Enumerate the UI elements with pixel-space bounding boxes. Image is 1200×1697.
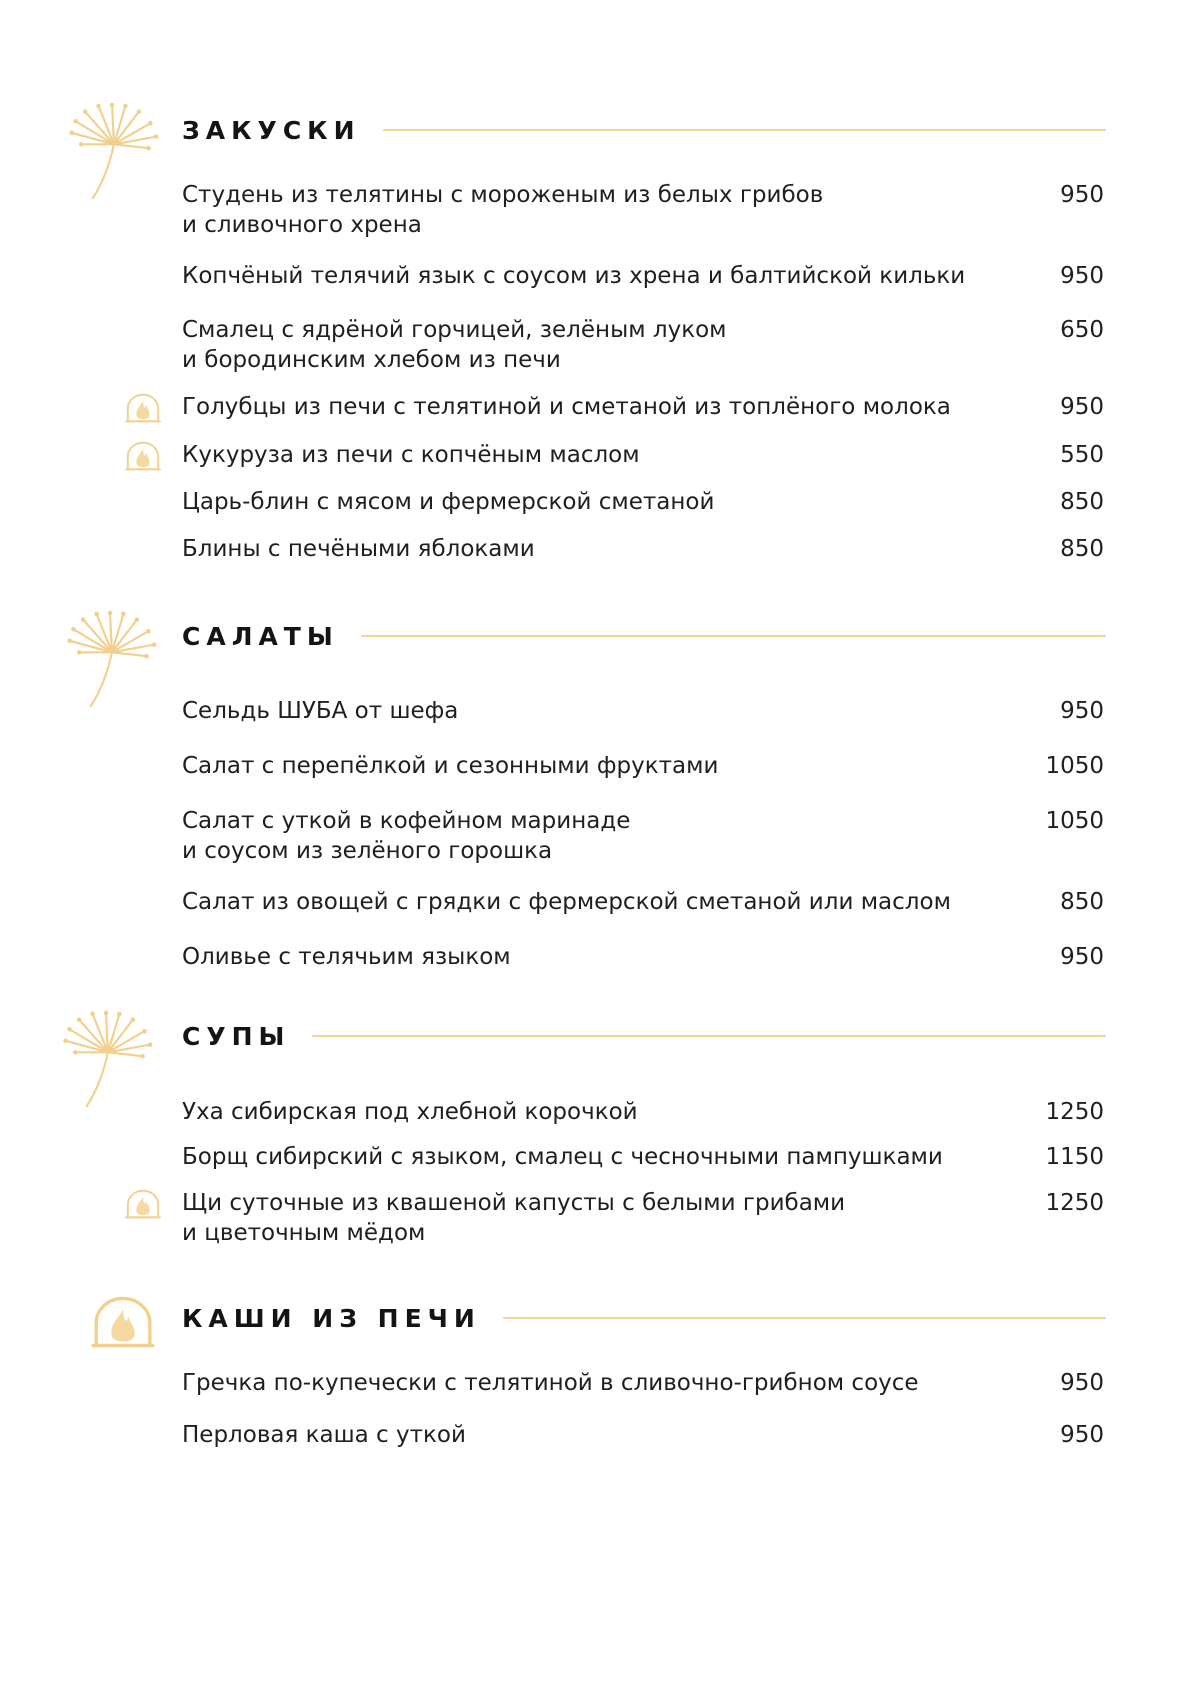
dandelion-icon xyxy=(58,1010,154,1110)
item-price: 950 xyxy=(1060,1422,1104,1448)
item-name: Щи суточные из квашеной капусты с белыми грибами и цветочным мёдом xyxy=(182,1190,846,1246)
item-name: Борщ сибирский с языком, смалец с чесночными пампушками xyxy=(182,1144,943,1170)
item-price: 1050 xyxy=(1045,808,1104,834)
item-name: Блины с печёными яблоками xyxy=(182,536,535,562)
section-header xyxy=(182,108,1106,152)
item-name: Царь-блин с мясом и фермерской сметаной xyxy=(182,489,715,515)
item-name: Кукуруза из печи с копчёным маслом xyxy=(182,442,640,468)
section-divider xyxy=(361,635,1106,637)
menu-item xyxy=(182,806,1104,866)
menu-item xyxy=(182,942,1104,972)
menu-item xyxy=(182,315,1104,375)
item-name: Студень из телятины с мороженым из белых грибов и сливочного хрена xyxy=(182,182,824,238)
oven-icon xyxy=(124,1188,162,1220)
item-price: 950 xyxy=(1060,263,1104,289)
item-price: 1250 xyxy=(1045,1190,1104,1216)
item-name: Голубцы из печи с телятиной и сметаной из топлёного молока xyxy=(182,394,951,420)
item-name: Копчёный телячий язык с соусом из хрена и балтийской кильки xyxy=(182,263,966,289)
item-price: 650 xyxy=(1060,317,1104,343)
menu-item xyxy=(182,696,1104,726)
item-price: 950 xyxy=(1060,698,1104,724)
section-header xyxy=(182,1296,1106,1340)
item-price: 950 xyxy=(1060,1370,1104,1396)
section-divider xyxy=(383,129,1106,131)
menu-item xyxy=(182,1142,1104,1172)
menu-item xyxy=(182,534,1104,564)
section-header xyxy=(182,1014,1106,1058)
item-name: Сельдь ШУБА от шефа xyxy=(182,698,459,724)
menu-item xyxy=(182,440,1104,470)
oven-icon xyxy=(124,440,162,472)
item-price: 550 xyxy=(1060,442,1104,468)
item-name: Перловая каша с уткой xyxy=(182,1422,466,1448)
item-price: 1050 xyxy=(1045,753,1104,779)
item-price: 850 xyxy=(1060,489,1104,515)
item-name: Салат с уткой в кофейном маринаде и соусом из зелёного горошка xyxy=(182,808,631,864)
item-price: 1150 xyxy=(1045,1144,1104,1170)
menu-item xyxy=(182,1368,1104,1398)
section-title: САЛАТЫ xyxy=(182,621,339,651)
item-name: Оливье с телячьим языком xyxy=(182,944,511,970)
item-price: 950 xyxy=(1060,182,1104,208)
menu-item xyxy=(182,1097,1104,1127)
item-price: 850 xyxy=(1060,536,1104,562)
dandelion-icon xyxy=(62,610,158,710)
menu-item xyxy=(182,887,1104,917)
item-name: Смалец с ядрёной горчицей, зелёным луком и бородинским хлебом из печи xyxy=(182,317,727,373)
oven-icon xyxy=(124,392,162,424)
section-title: ЗАКУСКИ xyxy=(182,115,361,145)
item-name: Салат из овощей с грядки с фермерской сметаной или маслом xyxy=(182,889,951,915)
item-price: 950 xyxy=(1060,394,1104,420)
menu-item xyxy=(182,751,1104,781)
section-header xyxy=(182,614,1106,658)
dandelion-icon xyxy=(64,102,160,202)
section-divider xyxy=(503,1317,1106,1319)
item-price: 850 xyxy=(1060,889,1104,915)
menu-item xyxy=(182,1188,1104,1248)
menu-item xyxy=(182,487,1104,517)
section-title: КАШИ ИЗ ПЕЧИ xyxy=(182,1303,481,1333)
item-name: Гречка по-купечески с телятиной в сливочно-грибном соусе xyxy=(182,1370,919,1396)
menu-item xyxy=(182,261,1104,291)
item-price: 950 xyxy=(1060,944,1104,970)
item-price: 1250 xyxy=(1045,1099,1104,1125)
menu-item xyxy=(182,180,1104,240)
item-name: Уха сибирская под хлебной корочкой xyxy=(182,1099,638,1125)
section-title: СУПЫ xyxy=(182,1021,291,1051)
menu-item xyxy=(182,1420,1104,1450)
oven-icon xyxy=(88,1294,158,1350)
section-divider xyxy=(312,1035,1106,1037)
item-name: Салат с перепёлкой и сезонными фруктами xyxy=(182,753,719,779)
menu-item xyxy=(182,392,1104,422)
